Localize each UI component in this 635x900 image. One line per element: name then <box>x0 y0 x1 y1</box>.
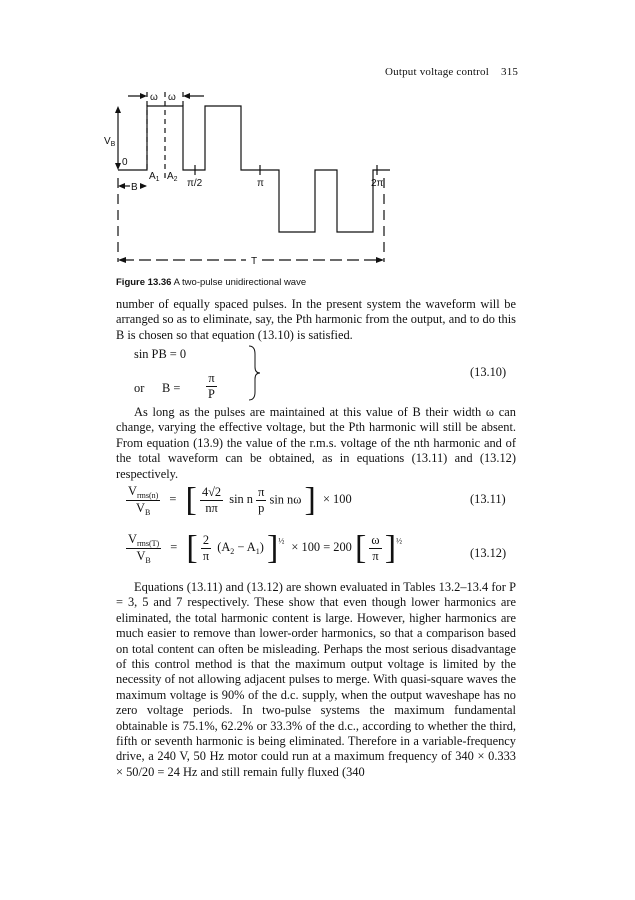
pi-label: π <box>257 178 264 189</box>
waveform-figure <box>100 82 400 274</box>
period-arrowhead-left <box>118 257 126 263</box>
paragraph-3: Equations (13.11) and (13.12) are shown evaluated in Tables 13.2–13.4 for P = 3, 5 and 7 respectively. These show that even though lower harmonics are eliminated, the total harmonic content is large. However, higher harmonics are much easier to remove than lower-order harmonics, so that a comparison based on total content can often be misleading. Perhaps the most serious disadvantage of this control method is that the maximum output voltage is limited by the necessity of not allowing adjacent pulses to merge. With quasi-square waves the maximum voltage is 90% of the d.c. supply, when the output waveshape has no zero voltage periods. In two-pulse systems the maximum fundamental obtainable is 75.1%, 62.2% or 33.3% of the d.c., according to whether the third, fifth or seventh harmonic is being eliminated. Therefore in a variable-frequency drive, a 240 V, 50 Hz motor could run at a maximum frequency of 340 × 0.333 × 50/20 = 24 Hz and still remain fully fluxed (340 <box>116 580 516 779</box>
vb-arrowhead-up <box>115 106 121 113</box>
vb-label: $V_B$ <box>104 136 116 148</box>
vb-arrowhead-down <box>115 163 121 170</box>
zero-label: 0 <box>122 157 128 168</box>
a2-label: $A_2$ <box>167 171 178 183</box>
b-arrowhead-right <box>140 183 147 189</box>
page-number: 315 <box>501 66 519 78</box>
eq-13-11-number: (13.11) <box>470 492 506 506</box>
eq-13-10-lhs: B = <box>162 381 181 395</box>
half-pi-label: π/2 <box>187 178 203 189</box>
paragraph-2: As long as the pulses are maintained at this value of B their width ω can change, varying the effective voltage, but the Pth harmonic will still be absent. From equation (13.9) the value of the r.m.s. voltage of the nth harmonic and of the total waveform can be obtained, as in equations (13.11) and (13.12) respectively. <box>116 405 516 481</box>
omega-arrowhead-left <box>140 93 147 99</box>
figure-caption <box>116 277 306 288</box>
eq-13-12-number: (13.12) <box>470 546 507 560</box>
running-header <box>385 66 518 78</box>
omega-label-right: ω <box>168 92 176 103</box>
caption-number: Figure 13.36 <box>116 277 172 288</box>
eq-13-10-brace <box>246 344 262 402</box>
eq-13-10-line1: sin PB = 0 <box>134 347 187 361</box>
a1-label: $A_1$ <box>149 171 160 183</box>
running-title: Output voltage control <box>385 66 489 78</box>
omega-arrowhead-right <box>183 93 190 99</box>
b-arrowhead-left <box>118 183 125 189</box>
waveform-trace <box>118 106 390 232</box>
b-label: B <box>131 182 138 193</box>
period-arrowhead-right <box>376 257 384 263</box>
two-pi-label: 2π <box>371 178 384 189</box>
eq-13-10-number: (13.10) <box>470 365 507 379</box>
eq-13-12: $\frac{V_{rms(T)}}{V_B}$ = [ $\frac{2}{\pi}$ $(A_2 - A_1) ]^{\frac{1}{2}} \times 100 = 200$ [ $\frac{\omega}{\pi}$ ]$^{\frac{1}{2}}$ <box>128 529 403 567</box>
eq-13-11: $\frac{V_{rms(n)}}{V_B}$ = [ $\frac{4√2}{n\pi}$ sin n $\frac{\pi}{p}$ sin nω ] × 100 <box>128 481 352 519</box>
period-label: T <box>251 256 258 267</box>
paragraph-1: number of equally spaced pulses. In the present system the waveform will be arranged so as to eliminate, say, the Pth harmonic from the output, and to do this B is chosen so that equation (13.10) is satisfied. <box>116 297 516 342</box>
eq-13-10-denominator: P <box>208 387 215 401</box>
eq-13-10-fraction <box>206 371 217 402</box>
eq-13-10-numerator: π <box>206 371 217 387</box>
eq-13-10-or: or <box>134 381 145 395</box>
caption-text: A two-pulse unidirectional wave <box>173 277 307 288</box>
omega-label-left: ω <box>150 92 158 103</box>
